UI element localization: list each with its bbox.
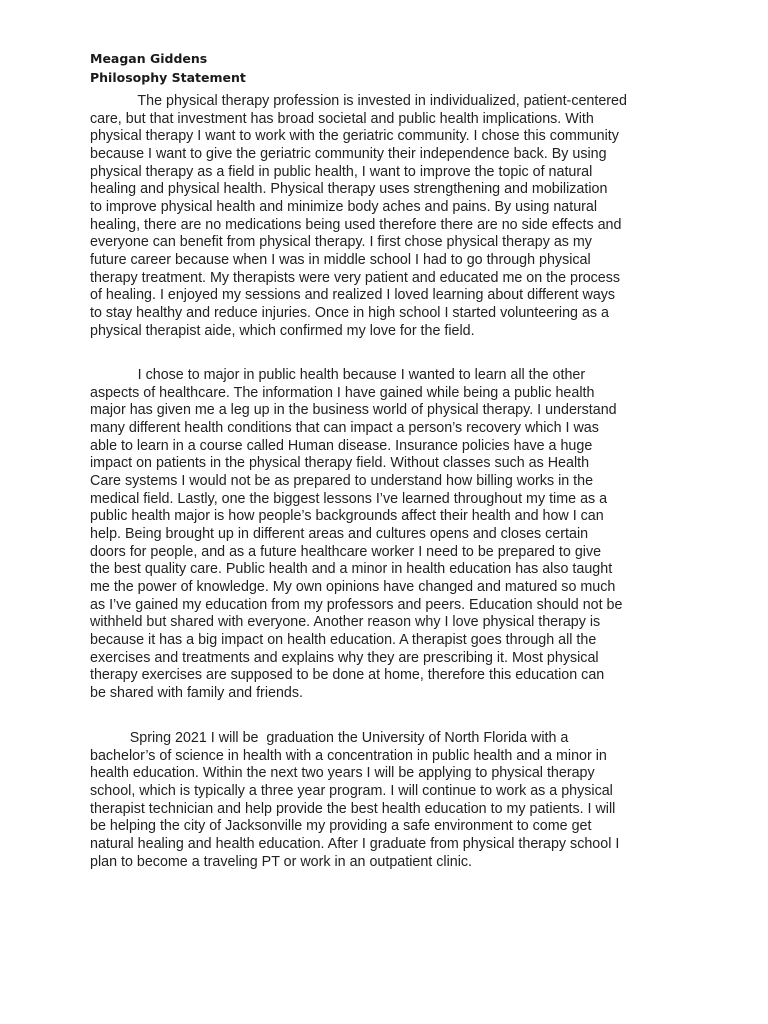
text-line: physical therapy as a field in public health, I want to improve the topic of natural bbox=[90, 163, 593, 180]
text-line: the best quality care. Public health and a minor in health education has also taught bbox=[90, 561, 613, 578]
text-line: help. Being brought up in different areas and cultures opens and closes certain bbox=[90, 525, 589, 542]
text-line: Care systems I would not be as prepared to understand how billing works in the bbox=[90, 472, 594, 489]
text-line: of healing. I enjoyed my sessions and realized I loved learning about different ways bbox=[90, 287, 616, 304]
text-line: bachelor’s of science in health with a concentration in public health and a minor in bbox=[90, 747, 607, 764]
text-line: because I want to give the geriatric community their independence back. By using bbox=[90, 145, 607, 162]
text-line: plan to become a traveling PT or work in an outpatient clinic. bbox=[90, 853, 472, 870]
text-line: physical therapist aide, which confirmed my love for the field. bbox=[90, 322, 475, 339]
text-line: as I’ve gained my education from my professors and peers. Education should not be bbox=[90, 596, 623, 613]
text-line: aspects of healthcare. The information I have gained while being a public health bbox=[90, 384, 595, 401]
text-line: health education. Within the next two years I will be applying to physical therapy bbox=[90, 765, 595, 782]
paragraph-2 bbox=[90, 367, 622, 702]
text-line: exercises and treatments and explains why they are prescribing it. Most physical bbox=[90, 649, 599, 666]
text-line: because it has a big impact on health education. A therapist goes through all the bbox=[90, 631, 597, 648]
document-title: Philosophy Statement bbox=[90, 70, 246, 85]
document-header bbox=[90, 49, 246, 87]
text-line: to stay healthy and reduce injuries. Once in high school I started volunteering as a bbox=[90, 304, 609, 321]
text-line: therapy treatment. My therapists were very patient and educated me on the process bbox=[90, 269, 621, 286]
text-line: physical therapy I want to work with the geriatric community. I chose this community bbox=[90, 128, 619, 145]
text-line: withheld but shared with everyone. Another reason why I love physical therapy is bbox=[90, 614, 601, 631]
text-line: therapy exercises are supposed to be done at home, therefore this education can bbox=[90, 667, 605, 684]
text-line: The physical therapy profession is invested in individualized, patient-centered bbox=[90, 93, 627, 109]
text-line: me the power of knowledge. My own opinions have changed and matured so much bbox=[90, 578, 616, 595]
text-line: I chose to major in public health because I wanted to learn all the other bbox=[90, 367, 586, 383]
text-line: Spring 2021 I will be graduation the University of North Florida with a bbox=[90, 730, 569, 746]
text-line: major has given me a leg up in the business world of physical therapy. I understand bbox=[90, 402, 617, 419]
text-line: public health major is how people’s backgrounds affect their health and how I can bbox=[90, 508, 604, 525]
paragraph-1 bbox=[90, 93, 627, 340]
text-line: be shared with family and friends. bbox=[90, 684, 303, 701]
text-line: doors for people, and as a future healthcare worker I need to be prepared to give bbox=[90, 543, 602, 560]
text-line: healing, there are no medications being used therefore there are no side effects and bbox=[90, 216, 622, 233]
text-line: future career because when I was in middle school I had to go through physical bbox=[90, 251, 591, 268]
paragraph-3 bbox=[90, 730, 619, 871]
author-name: Meagan Giddens bbox=[90, 51, 208, 66]
text-line: able to learn in a course called Human disease. Insurance policies have a huge bbox=[90, 437, 593, 454]
text-line: be helping the city of Jacksonville my providing a safe environment to come get bbox=[90, 818, 592, 835]
text-line: everyone can benefit from physical therapy. I first chose physical therapy as my bbox=[90, 234, 592, 251]
text-line: therapist technician and help provide the best health education to my patients. I will bbox=[90, 800, 616, 817]
text-line: school, which is typically a three year program. I will continue to work as a physical bbox=[90, 782, 613, 799]
text-line: many different health conditions that can impact a person’s recovery which I was bbox=[90, 419, 599, 436]
text-line: medical field. Lastly, one the biggest lessons I’ve learned throughout my time as a bbox=[90, 490, 608, 507]
text-line: to improve physical health and minimize body aches and pains. By using natural bbox=[90, 198, 598, 215]
text-line: healing and physical health. Physical therapy uses strengthening and mobilization bbox=[90, 181, 608, 198]
text-line: impact on patients in the physical therapy field. Without classes such as Health bbox=[90, 455, 590, 472]
text-line: natural healing and health education. After I graduate from physical therapy school I bbox=[90, 835, 620, 852]
text-line: care, but that investment has broad societal and public health implications. With bbox=[90, 110, 594, 127]
